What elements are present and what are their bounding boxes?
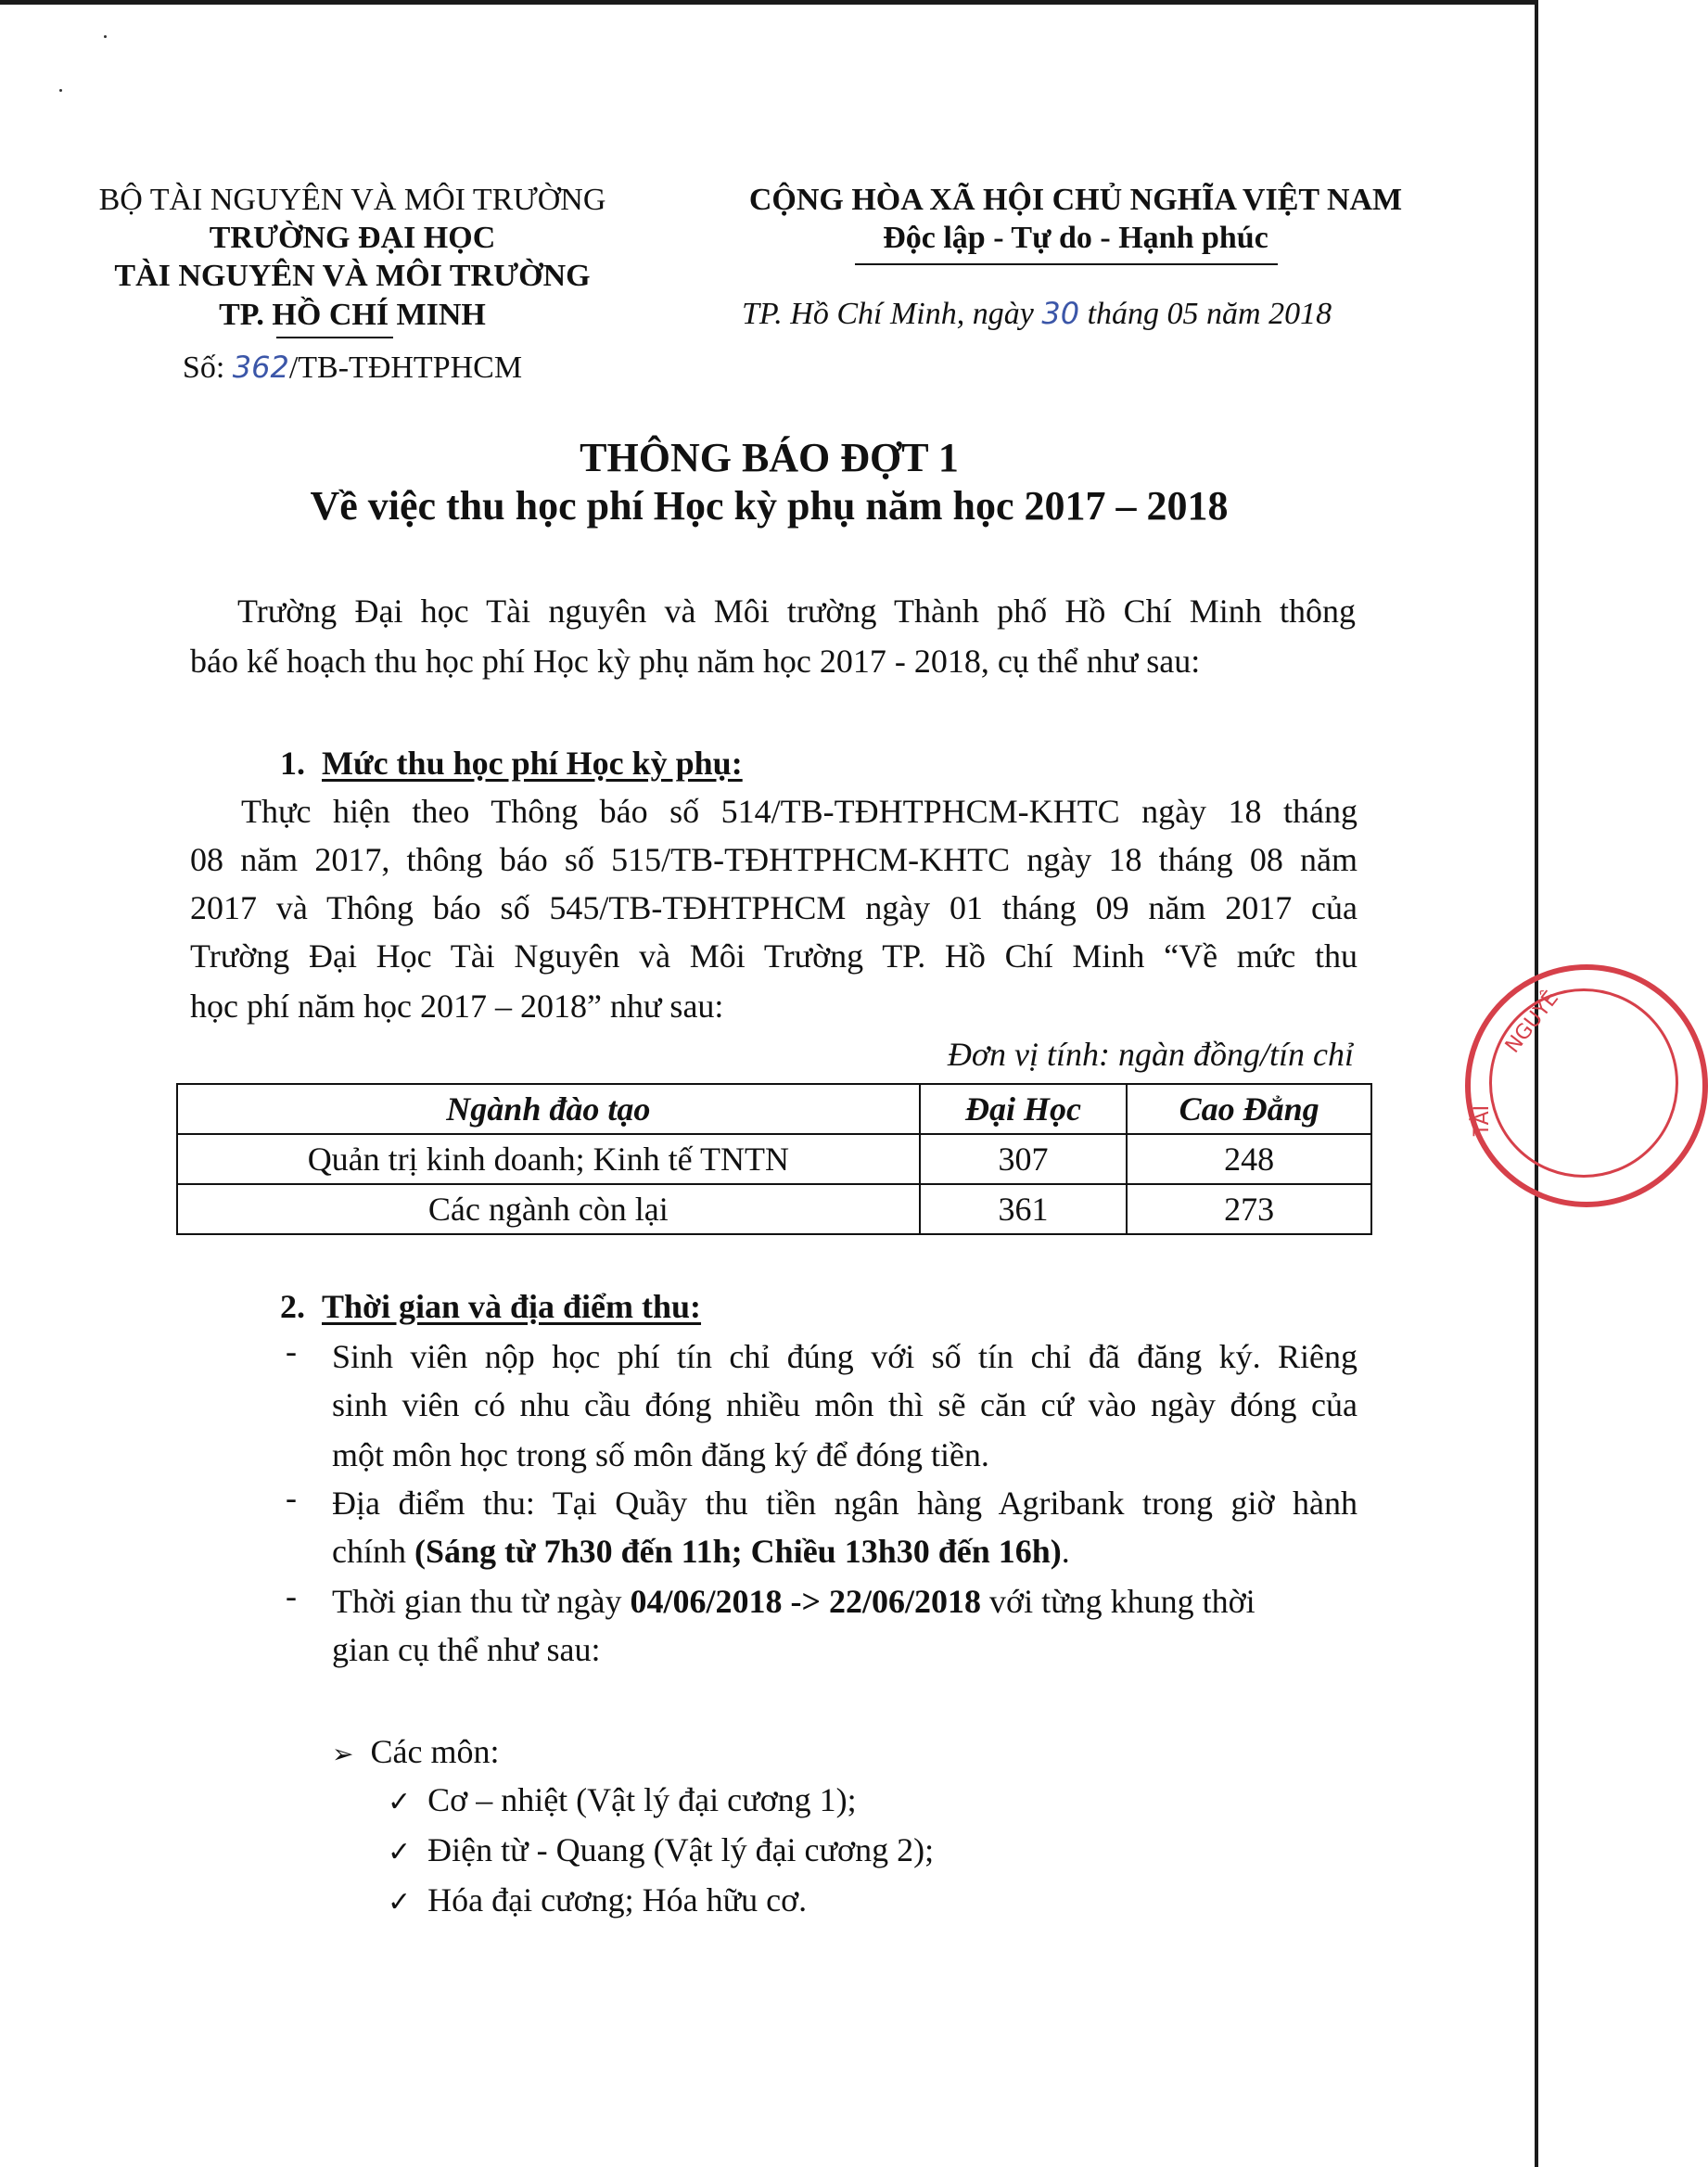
section1-heading <box>280 738 743 788</box>
table-cell-university-fee: 307 <box>920 1134 1128 1184</box>
bullet-dash: - <box>286 1577 297 1614</box>
table-cell-program: Quản trị kinh doanh; Kinh tế TNTN <box>177 1134 920 1184</box>
subject-item <box>388 1825 934 1878</box>
table-row <box>177 1134 1371 1184</box>
scan-speck <box>59 89 62 92</box>
tuition-fee-table <box>176 1083 1372 1235</box>
bullet3-text-end: với từng khung thời <box>981 1583 1256 1620</box>
column-header-program: Ngành đào tạo <box>177 1084 920 1134</box>
subject-item-label: Điện từ - Quang (Vật lý đại cương 2); <box>427 1831 935 1868</box>
issue-date <box>742 295 1332 333</box>
section1-title: Mức thu học phí Học kỳ phụ: <box>322 745 743 782</box>
bullet-dash: - <box>286 1332 297 1370</box>
section2-title: Thời gian và địa điểm thu: <box>322 1288 702 1325</box>
bullet2-line1: Địa điểm thu: Tại Quầy thu tiền ngân hàng Agribank trong giờ hành <box>332 1485 1357 1522</box>
section1-number: 1. <box>280 745 305 782</box>
section1-paragraph-line: 08 năm 2017, thông báo số 515/TB-TĐHTPHCM-KHTC ngày 18 tháng 08 năm <box>190 841 1357 878</box>
intro-line2: báo kế hoạch thu học phí Học kỳ phụ năm học 2017 - 2018, cụ thể như sau: <box>190 643 1201 680</box>
subject-item-label: Cơ – nhiệt (Vật lý đại cương 1); <box>427 1781 857 1818</box>
school-city: TP. HỒ CHÍ MINH <box>219 298 486 332</box>
bullet1-line: sinh viên có nhu cầu đóng nhiều môn thì sẽ căn cứ vào ngày đóng của <box>332 1386 1357 1423</box>
section2-heading <box>280 1281 701 1332</box>
issue-date-prefix: TP. Hồ Chí Minh, ngày <box>742 297 1042 331</box>
bullet2-hours: (Sáng từ 7h30 đến 11h; Chiều 13h30 đến 16h) <box>414 1533 1062 1570</box>
bullet3-text: Thời gian thu từ ngày <box>332 1583 631 1620</box>
bullet1-line: Sinh viên nộp học phí tín chỉ đúng với số tín chỉ đã đăng ký. Riêng <box>332 1338 1357 1375</box>
section1-paragraph-line: Trường Đại Học Tài Nguyên và Môi Trường TP. Hồ Chí Minh “Về mức thu <box>190 937 1357 975</box>
subject-item <box>388 1875 807 1928</box>
column-header-university: Đại Học <box>920 1084 1128 1134</box>
column-header-college: Cao Đẳng <box>1127 1084 1371 1134</box>
school-name-line3 <box>56 297 649 334</box>
stamp-inner-ring <box>1489 988 1678 1178</box>
notice-subtitle: Về việc thu học phí Học kỳ phụ năm học 2017 – 2018 <box>310 483 1229 529</box>
section2-number: 2. <box>280 1288 305 1325</box>
country-name: CỘNG HÒA XÃ HỘI CHỦ NGHĨA VIỆT NAM <box>748 183 1403 217</box>
issue-date-suffix: tháng 05 năm 2018 <box>1079 297 1332 331</box>
stamp-text-side: TÀI <box>1471 1104 1495 1137</box>
ministry-name: BỘ TÀI NGUYÊN VÀ MÔI TRƯỜNG <box>98 183 606 217</box>
table-cell-college-fee: 248 <box>1127 1134 1371 1184</box>
scan-border-top <box>0 0 1538 5</box>
motto-underline <box>855 263 1278 265</box>
bullet3-line2: gian cụ thể như sau: <box>332 1631 601 1668</box>
official-stamp <box>1465 964 1708 1207</box>
table-cell-university-fee: 361 <box>920 1184 1128 1234</box>
document-number-suffix: /TB-TĐHTPHCM <box>288 351 523 385</box>
checkmark-icon: ✓ <box>388 1786 412 1818</box>
intro-line1: Trường Đại học Tài nguyên và Môi trường Thành phố Hồ Chí Minh thông <box>237 593 1356 630</box>
issue-date-day-handwritten: 30 <box>1041 296 1080 331</box>
notice-title: THÔNG BÁO ĐỢT 1 <box>580 435 959 480</box>
subject-item-label: Hóa đại cương; Hóa hữu cơ. <box>427 1881 808 1918</box>
section1-paragraph-line: 2017 và Thông báo số 545/TB-TĐHTPHCM ngày 01 tháng 09 năm 2017 của <box>190 889 1357 926</box>
document-number-prefix: Số: <box>182 351 233 385</box>
unit-note: Đơn vị tính: ngàn đồng/tín chỉ <box>947 1036 1354 1073</box>
header-left-underline <box>276 337 393 338</box>
school-name-line2: TÀI NGUYÊN VÀ MÔI TRƯỜNG <box>114 259 591 293</box>
document-number-handwritten: 362 <box>232 350 289 385</box>
subjects-label: Các môn: <box>370 1733 500 1770</box>
bullet2-end: . <box>1061 1533 1070 1570</box>
bullet2-text: chính <box>332 1533 414 1570</box>
arrow-bullet-icon: ➢ <box>332 1739 354 1769</box>
bullet-dash: - <box>286 1479 297 1516</box>
scan-speck <box>104 35 107 38</box>
checkmark-icon: ✓ <box>388 1886 412 1918</box>
section1-paragraph-line: Thực hiện theo Thông báo số 514/TB-TĐHTPHCM-KHTC ngày 18 tháng <box>241 793 1357 830</box>
bullet1-line: một môn học trong số môn đăng ký để đóng tiền. <box>332 1436 989 1473</box>
bullet3-date-range: 04/06/2018 -> 22/06/2018 <box>630 1583 982 1620</box>
document-number <box>56 349 649 387</box>
national-motto: Độc lập - Tự do - Hạnh phúc <box>883 221 1268 255</box>
subject-item <box>388 1775 857 1828</box>
section1-paragraph-line: học phí năm học 2017 – 2018” như sau: <box>190 988 724 1025</box>
table-row <box>177 1184 1371 1234</box>
table-header-row <box>177 1084 1371 1134</box>
table-cell-program: Các ngành còn lại <box>177 1184 920 1234</box>
stamp-text-top: NGUYÊ <box>1500 987 1564 1058</box>
bullet3-line1 <box>332 1576 1357 1626</box>
bullet2-line2 <box>332 1526 1070 1576</box>
table-cell-college-fee: 273 <box>1127 1184 1371 1234</box>
checkmark-icon: ✓ <box>388 1836 412 1868</box>
subjects-heading <box>332 1727 499 1779</box>
school-name-line1: TRƯỜNG ĐẠI HỌC <box>209 221 496 255</box>
